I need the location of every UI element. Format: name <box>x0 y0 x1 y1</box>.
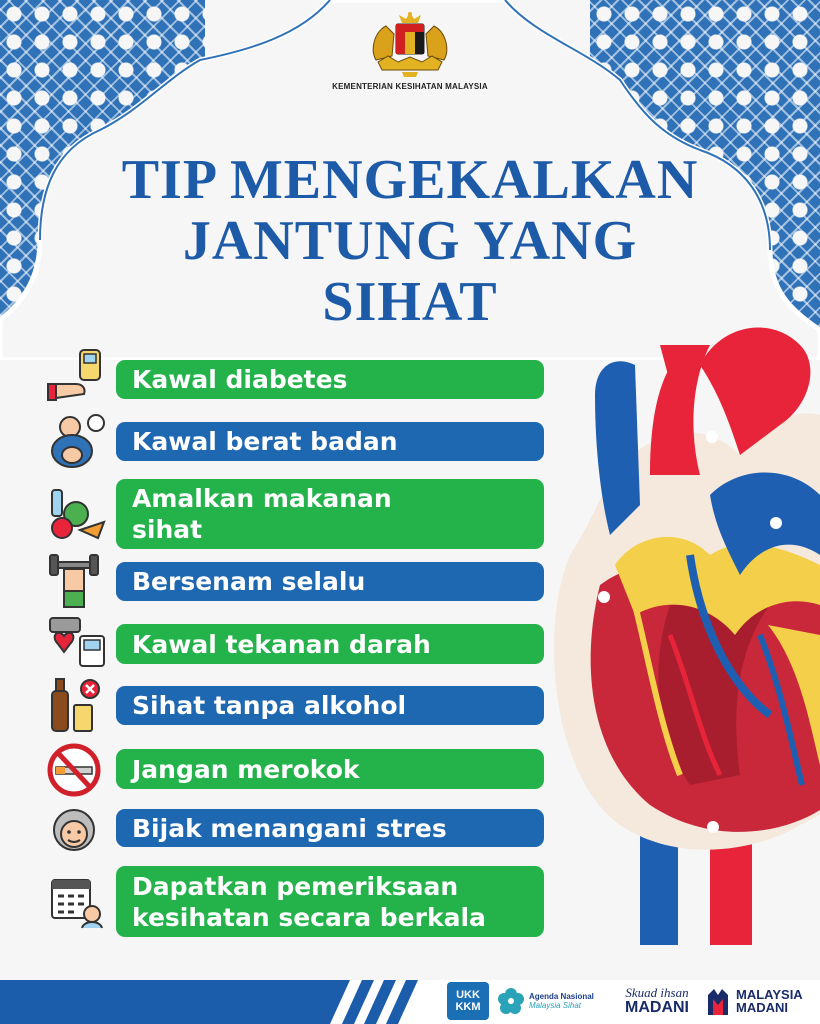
tip-label: Jangan merokok <box>132 754 360 784</box>
malaysia-crest-logo <box>368 10 452 80</box>
calendar-checkup-icon <box>46 872 108 930</box>
tip-label: Kawal diabetes <box>132 365 348 394</box>
tip-sihat-tanpa-alkohol <box>116 686 544 725</box>
malaysia-madani-logo: MALAYSIA MADANI <box>704 982 816 1020</box>
tip-kawal-tekanan-darah <box>116 624 544 664</box>
tip-kawal-berat-badan <box>116 422 544 461</box>
glucose-meter-icon <box>46 348 108 406</box>
no-smoking-icon <box>46 741 108 799</box>
ukk-kkm-logo: UKK KKM <box>447 982 489 1020</box>
skuad-ihsan-madani-logo: Skuad ihsan MADANI <box>625 985 689 1016</box>
dumbbell-icon <box>46 551 108 609</box>
tip-bersenam-selalu <box>116 562 544 601</box>
no-alcohol-icon <box>46 677 108 735</box>
title-line: SIHAT <box>322 271 498 333</box>
weight-icon <box>46 413 108 471</box>
tip-label: Kawal tekanan darah <box>132 629 431 659</box>
tip-jangan-merokok <box>116 749 544 789</box>
blood-pressure-icon <box>46 614 108 672</box>
agenda-nasional-logo: Agenda Nasional Malaysia Sihat <box>497 982 609 1020</box>
tip-label: Bersenam selalu <box>132 567 366 596</box>
tip-amalkan-makanan-sihat <box>116 479 544 549</box>
madani-mark-icon <box>704 985 732 1017</box>
title-line: TIP MENGEKALKAN <box>121 149 699 211</box>
tip-bijak-menangani-stres <box>116 809 544 847</box>
tip-dapatkan-pemeriksaan <box>116 866 544 937</box>
tip-label: Sihat tanpa alkohol <box>132 691 407 720</box>
tip-label: Bijak menangani stres <box>132 813 447 843</box>
tip-label: Dapatkan pemeriksaan kesihatan secara berkala <box>132 871 486 932</box>
ministry-name: KEMENTERIAN KESIHATAN MALAYSIA <box>332 82 488 91</box>
heart-illustration <box>540 305 820 945</box>
tip-label: Amalkan makanan sihat <box>132 484 392 544</box>
tip-label: Kawal berat badan <box>132 427 398 456</box>
title-line: JANTUNG YANG <box>182 210 638 272</box>
stress-icon <box>46 800 108 858</box>
tip-kawal-diabetes <box>116 360 544 399</box>
hibiscus-icon <box>497 987 525 1015</box>
healthy-food-icon <box>46 486 108 544</box>
